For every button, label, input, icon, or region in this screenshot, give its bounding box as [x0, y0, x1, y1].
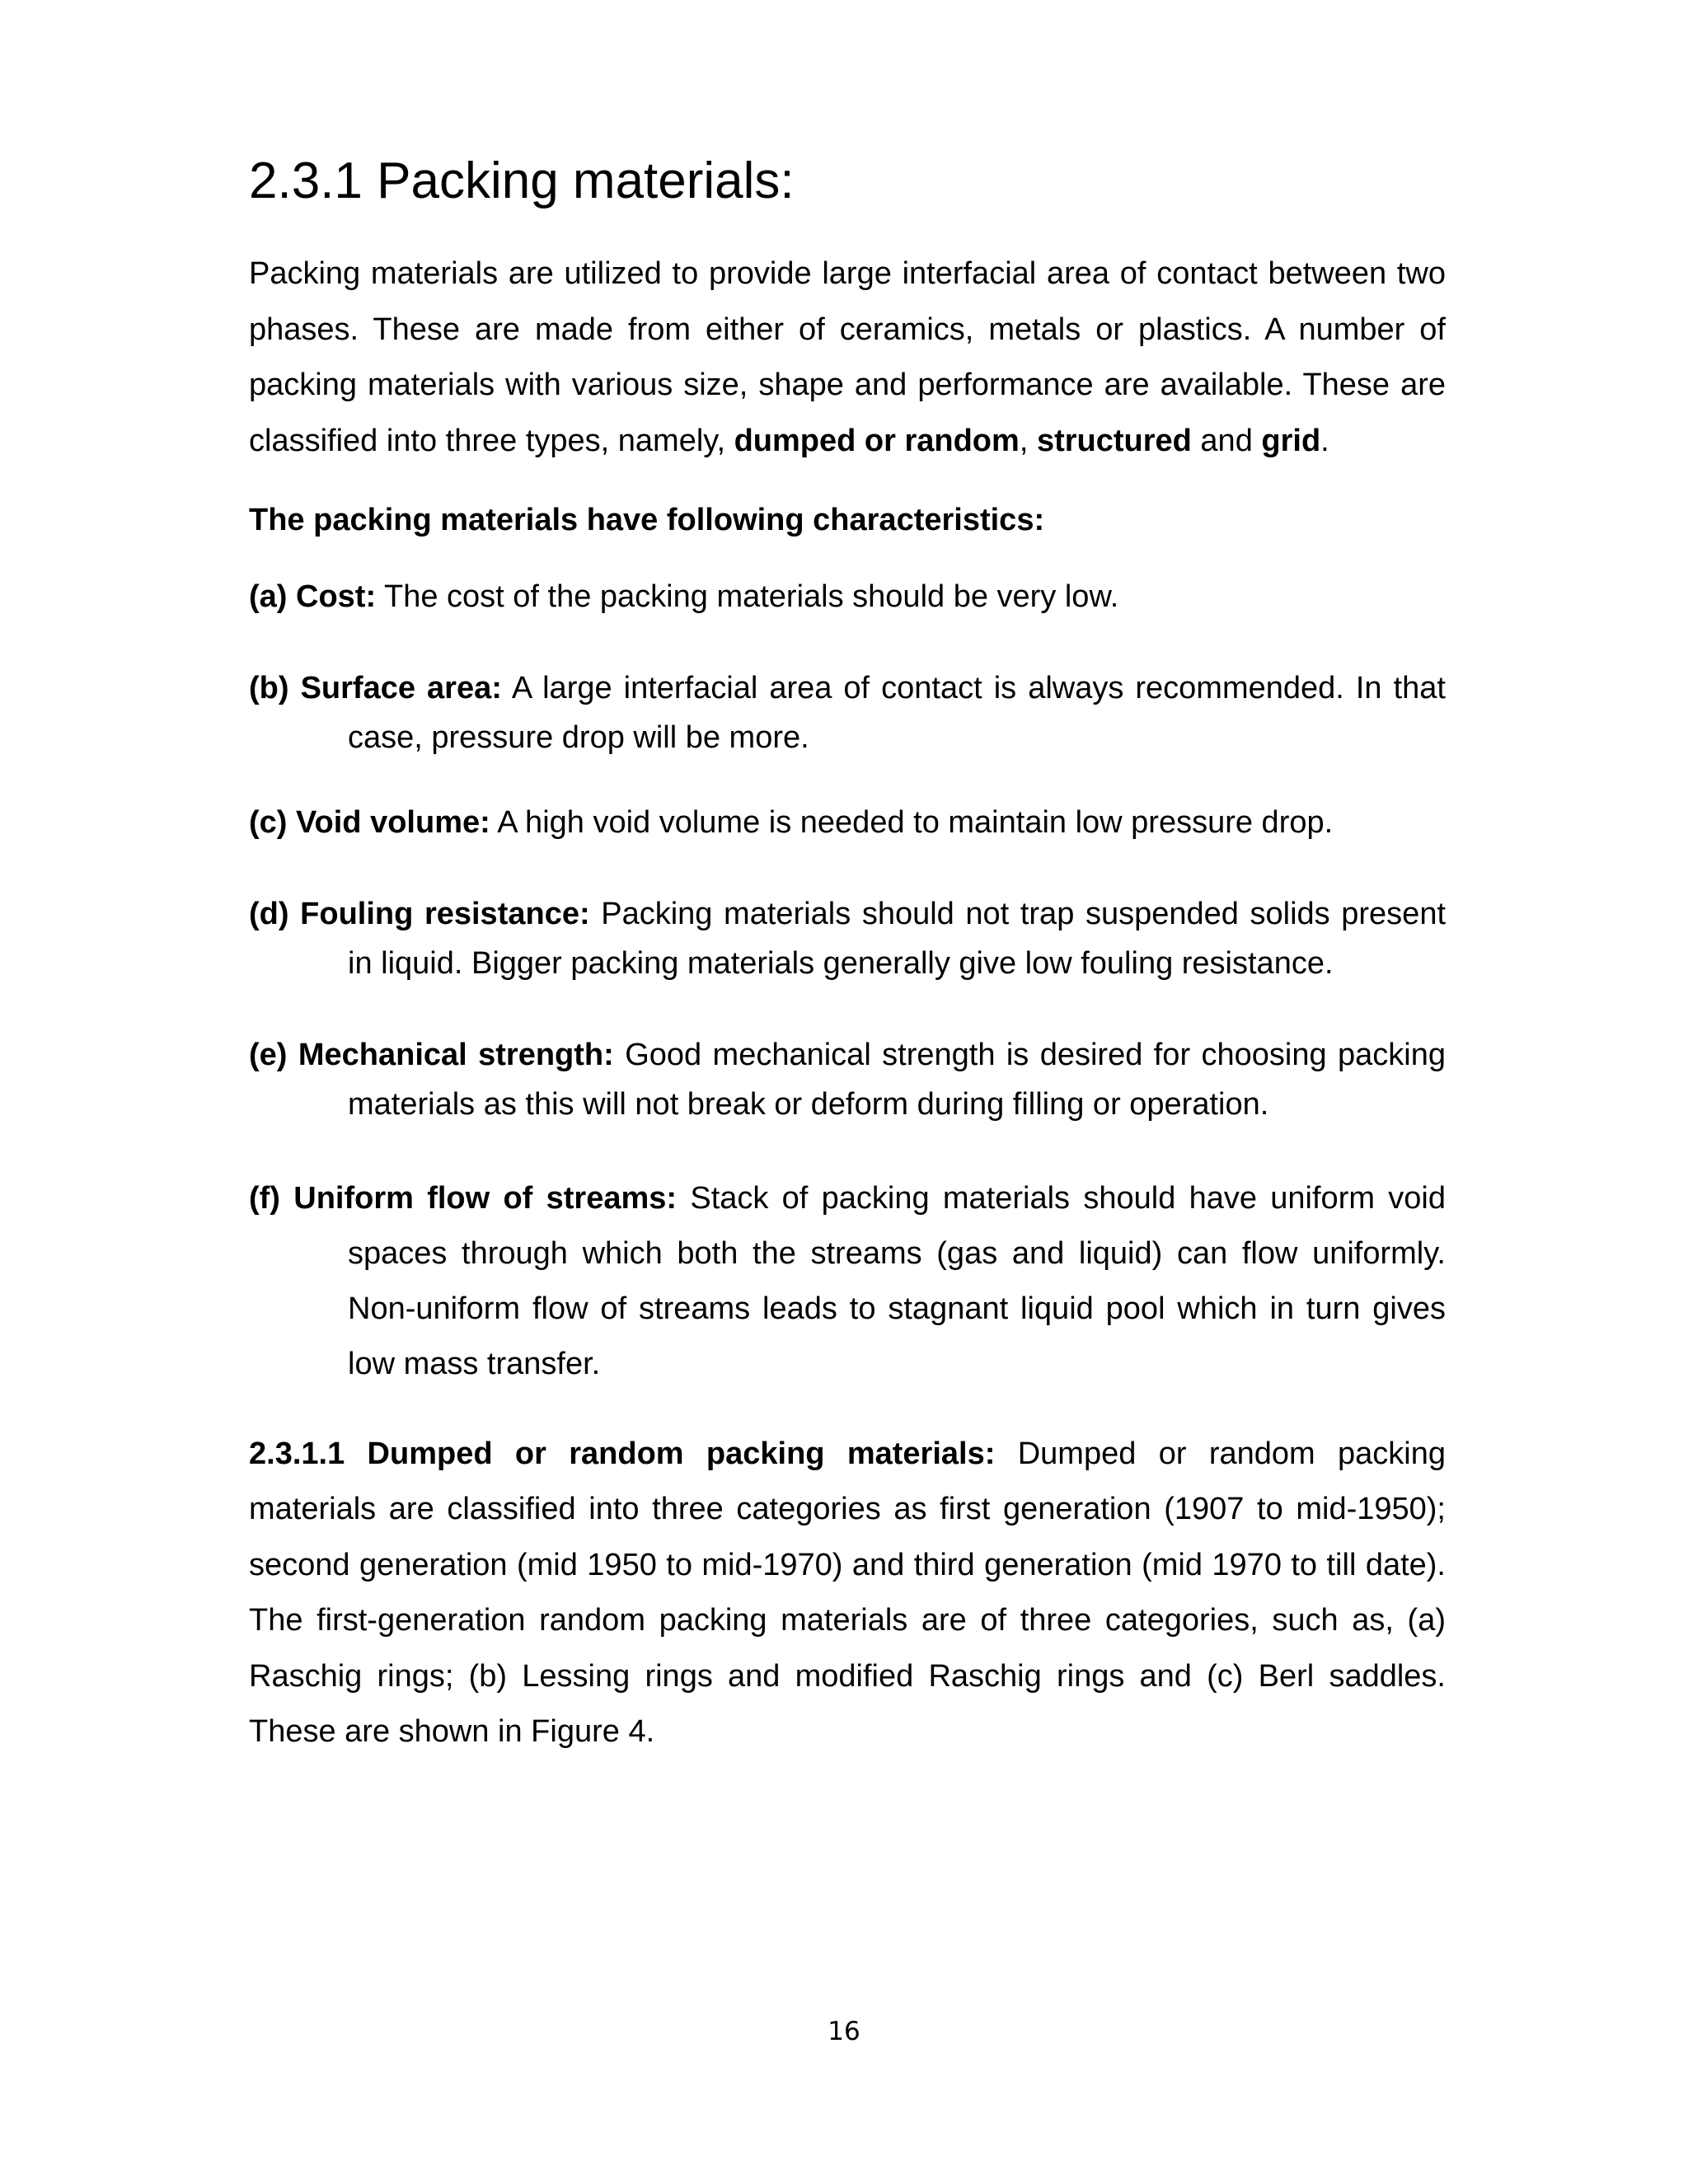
item-label: Mechanical strength:	[298, 1037, 614, 1072]
page-number: 16	[828, 2017, 860, 2046]
intro-period: .	[1320, 423, 1329, 458]
item-letter: (a)	[249, 579, 288, 614]
list-item-surface-area	[249, 663, 1446, 762]
item-label: Uniform flow of streams:	[293, 1180, 678, 1216]
item-text: Good mechanical strength is desired for choosing packing materials as this will not break or deform during filling or operation.	[348, 1037, 1446, 1122]
page-content	[249, 144, 1446, 1760]
intro-paragraph	[249, 246, 1446, 469]
list-item-mechanical-strength	[249, 1030, 1446, 1129]
intro-bold-grid: grid	[1261, 423, 1321, 458]
list-item-fouling-resistance	[249, 889, 1446, 988]
list-item-cost	[249, 572, 1446, 621]
item-text: Stack of packing materials should have uniform void spaces through which both the streams (gas and liquid) can flow uniformly. Non-uniform flow of streams leads to stagnant liquid pool which in turn gives low mass transfer.	[348, 1180, 1446, 1381]
intro-and: and	[1200, 423, 1253, 458]
subsection-paragraph	[249, 1427, 1446, 1760]
list-item-void-volume	[249, 798, 1446, 847]
item-text: A large interfacial area of contact is always recommended. In that case, pressure drop will be more.	[348, 670, 1446, 755]
characteristics-heading: The packing materials have following characteristics:	[249, 503, 1045, 537]
section-title: 2.3.1 Packing materials:	[249, 152, 795, 209]
item-label: Surface area:	[300, 670, 502, 705]
item-letter: (f)	[249, 1180, 280, 1216]
item-letter: (c)	[249, 804, 288, 840]
item-letter: (e)	[249, 1037, 288, 1072]
item-letter: (d)	[249, 896, 289, 931]
item-label: Cost:	[296, 579, 377, 614]
intro-bold-structured: structured	[1036, 423, 1192, 458]
list-item-uniform-flow	[249, 1171, 1446, 1392]
subsection-text: Dumped or random packing materials are classified into three categories as first generation (1907 to mid-1950); second generation (mid 1950 to mid-1970) and third generation (mid 1970 to till date). The first-generation random packing materials are of three categories, such as, (a) Raschig rings; (b) Lessing rings and modified Raschig rings and (c) Berl saddles. These are shown in Figure 4.	[249, 1436, 1446, 1749]
item-text: The cost of the packing materials should be very low.	[384, 579, 1119, 614]
subsection-label: 2.3.1.1 Dumped or random packing materials:	[249, 1436, 996, 1471]
intro-comma: ,	[1019, 423, 1029, 458]
item-text: Packing materials should not trap suspended solids present in liquid. Bigger packing materials generally give low fouling resistance.	[348, 896, 1447, 981]
intro-text-1: Packing materials are utilized to provide large interfacial area of contact between two phases. These are made from either of ceramics, metals or plastics. A number of packing materials with various size, shape and performance are available. These are classified into three types, namely,	[249, 256, 1446, 458]
item-letter: (b)	[249, 670, 289, 705]
item-label: Void volume:	[296, 804, 490, 840]
item-text: A high void volume is needed to maintain low pressure drop.	[497, 804, 1334, 840]
intro-bold-dumped: dumped or random	[734, 423, 1020, 458]
item-label: Fouling resistance:	[300, 896, 590, 931]
